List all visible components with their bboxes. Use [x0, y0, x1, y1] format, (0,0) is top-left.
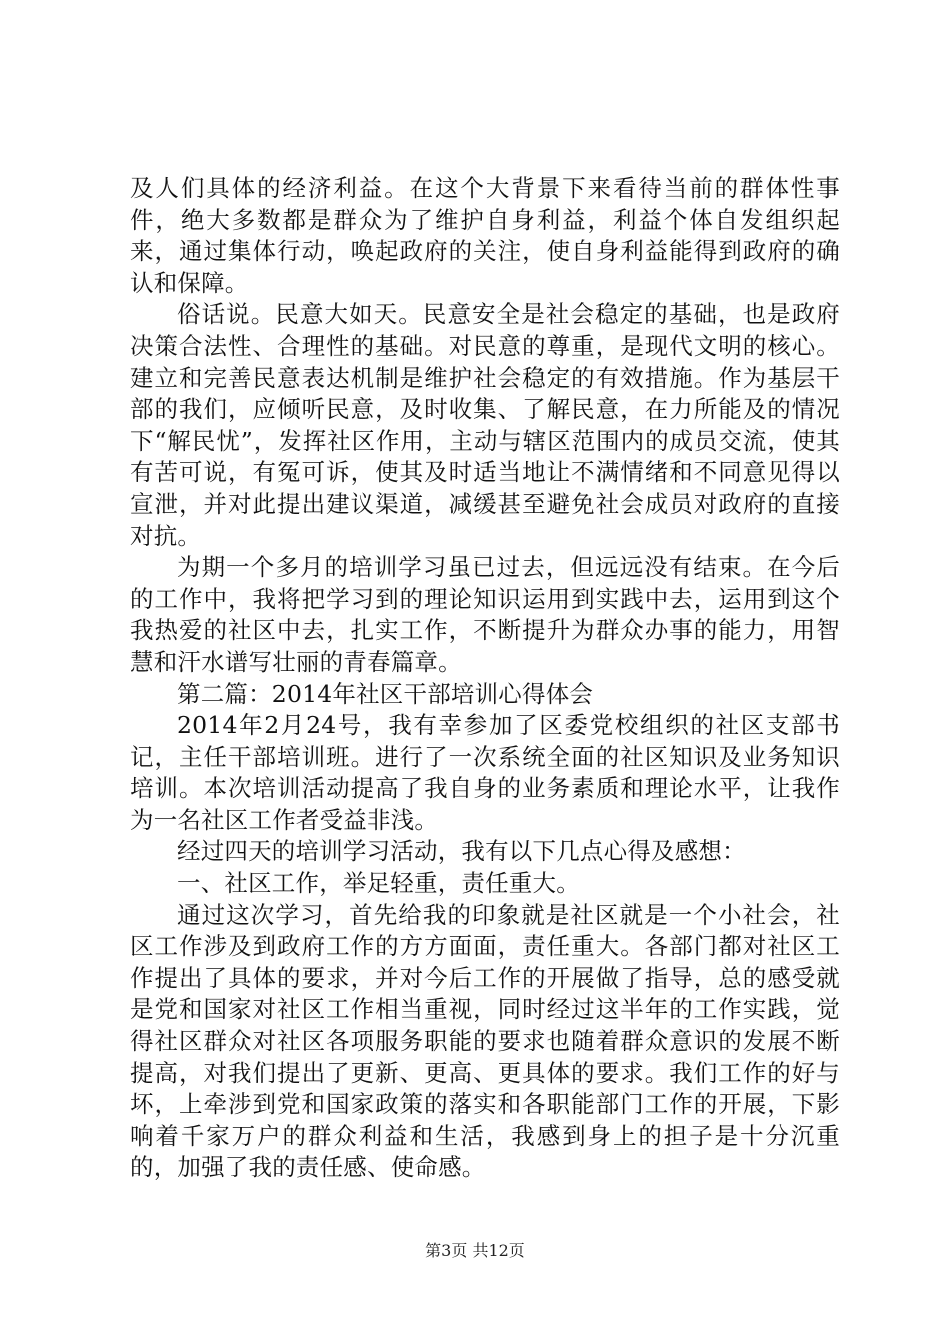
subheading-point-one: 一、社区工作，举足轻重，责任重大。	[177, 869, 580, 898]
page-number-footer: 第3页 共12页	[425, 1241, 525, 1260]
paragraph-reflections-lead: 经过四天的培训学习活动，我有以下几点心得及感想：	[177, 837, 746, 866]
paragraph-training-intro: 2014年2月24号，我有幸参加了区委党校组织的社区支部书记，主任干部培训班。进行了一次系统全面的社区知识及业务知识培训。本次培训活动提高了我自身的业务素质和理论水平，让我作为一名社区工作者受益非浅。	[130, 711, 840, 834]
paragraph-public-opinion: 俗话说。民意大如天。民意安全是社会稳定的基础，也是政府决策合法性、合理性的基础。对民意的尊重，是现代文明的核心。建立和完善民意表达机制是维护社会稳定的有效措施。作为基层干部的我们，应倾听民意，及时收集、了解民意，在力所能及的情况下“解民忧”，发挥社区作用，主动与辖区范围内的成员交流，使其有苦可说，有冤可诉，使其及时适当地让不满情绪和不同意见得以宣泄，并对此提出建议渠道，减缓甚至避免社会成员对政府的直接对抗。	[130, 300, 840, 550]
document-body	[130, 173, 840, 1184]
paragraph-training-conclusion: 为期一个多月的培训学习虽已过去，但远远没有结束。在今后的工作中，我将把学习到的理论知识运用到实践中去，运用到这个我热爱的社区中去，扎实工作，不断提升为群众办事的能力，用智慧和汗水谱写壮丽的青春篇章。	[130, 553, 840, 676]
paragraph-continuation: 及人们具体的经济利益。在这个大背景下来看待当前的群体性事件，绝大多数都是群众为了维护自身利益，利益个体自发组织起来，通过集体行动，唤起政府的关注，使自身利益能得到政府的确认和保障。	[130, 174, 840, 297]
paragraph-community-work: 通过这次学习，首先给我的印象就是社区就是一个小社会，社区工作涉及到政府工作的方方面面，责任重大。各部门都对社区工作提出了具体的要求，并对今后工作的开展做了指导，总的感受就是党和国家对社区工作相当重视，同时经过这半年的工作实践，觉得社区群众对社区各项服务职能的要求也随着群众意识的发展不断提高，对我们提出了更新、更高、更具体的要求。我们工作的好与坏，上牵涉到党和国家政策的落实和各职能部门工作的开展，下影响着千家万户的群众利益和生活，我感到身上的担子是十分沉重的，加强了我的责任感、使命感。	[130, 900, 840, 1182]
section-heading-part-two: 第二篇：2014年社区干部培训心得体会	[177, 679, 594, 708]
